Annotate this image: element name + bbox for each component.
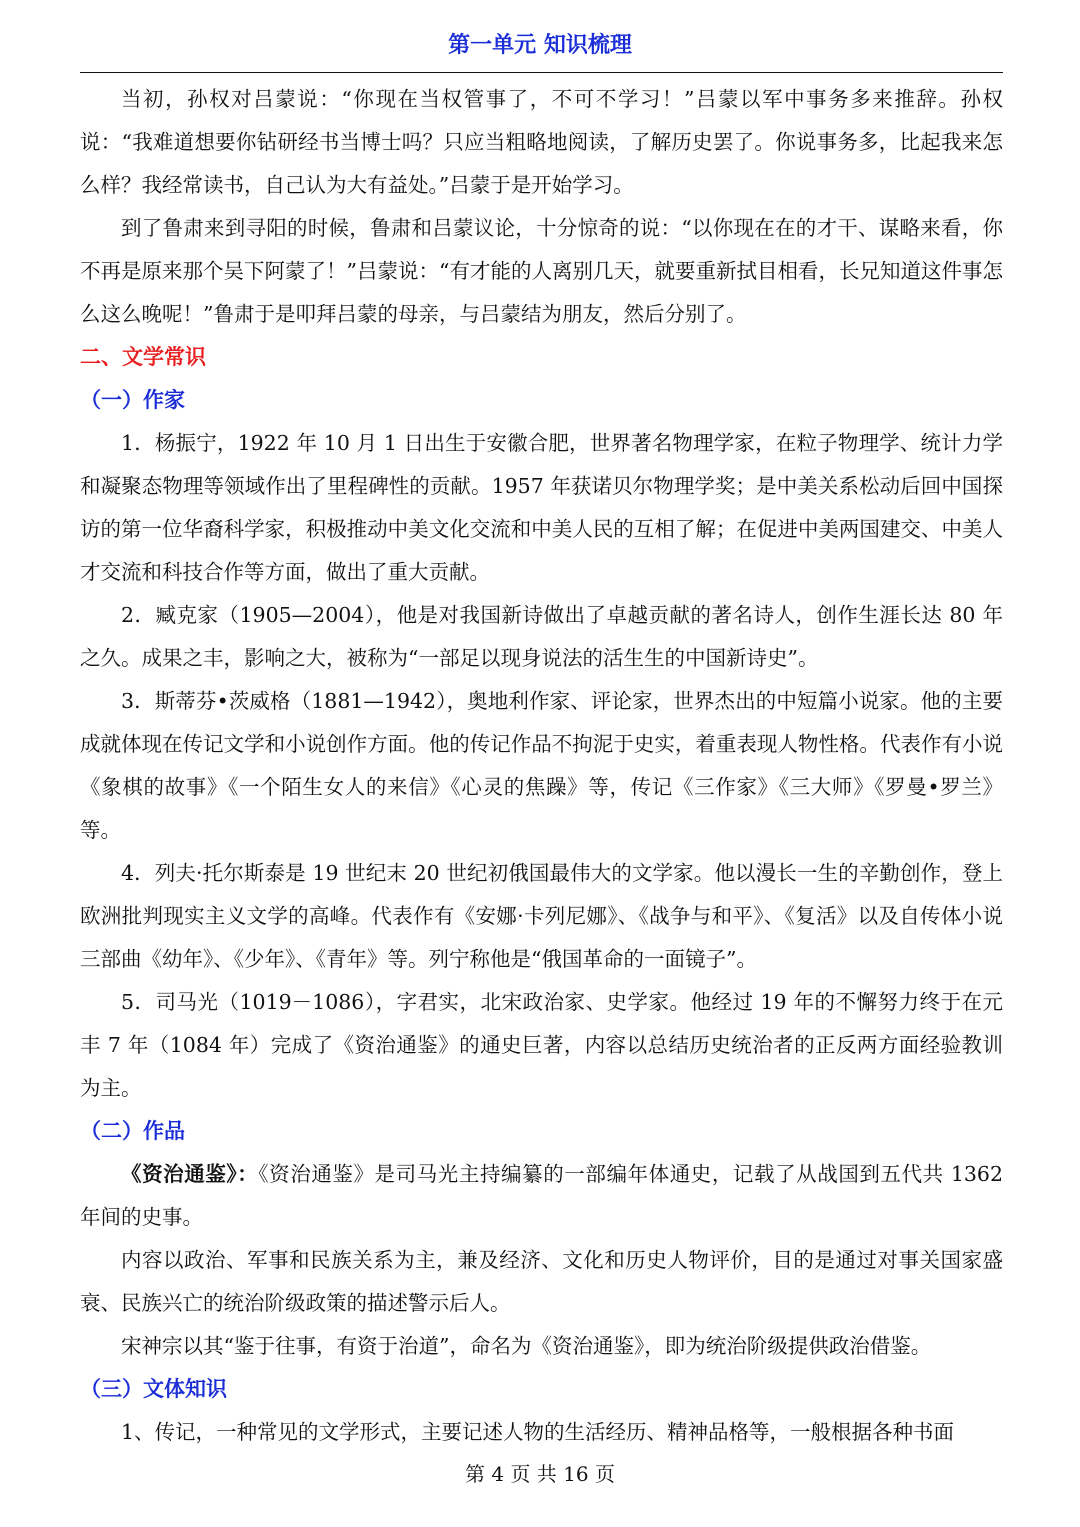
subheading-works: （二）作品 — [80, 1119, 185, 1143]
author-item: 2．臧克家（1905—2004），他是对我国新诗做出了卓越贡献的著名诗人，创作生涯长达 80 年之久。成果之丰，影响之大，被称为“一部足以现身说法的活生生的中国新诗史”。 — [80, 603, 1003, 670]
works-term: 《资治通鉴》： — [121, 1162, 259, 1186]
works-paragraph-2: 内容以政治、军事和民族关系为主，兼及经济、文化和历史人物评价，目的是通过对事关国家盛衰、民族兴亡的统治阶级政策的描述警示后人。 — [80, 1248, 1003, 1315]
author-item: 4．列夫·托尔斯泰是 19 世纪末 20 世纪初俄国最伟大的文学家。他以漫长一生的辛勤创作，登上欧洲批判现实主义文学的高峰。代表作有《安娜·卡列尼娜》、《战争与和平》、《复活》以及自传体小说三部曲《幼年》、《少年》、《青年》等。列宁称他是“俄国革命的一面镜子”。 — [80, 861, 1003, 971]
author-item: 1．杨振宁，1922 年 10 月 1 日出生于安徽合肥，世界著名物理学家，在粒子物理学、统计力学和凝聚态物理等领域作出了里程碑性的贡献。1957 年获诺贝尔物理学奖；是中美关系松动后回中国探访的第一位华裔科学家，积极推动中美文化交流和中美人民的互相了解；在促进中美两国建交、中美人才交流和科技合作等方面，做出了重大贡献。 — [80, 431, 1003, 584]
intro-paragraph-2: 到了鲁肃来到寻阳的时候，鲁肃和吕蒙议论，十分惊奇的说：“以你现在在的才干、谋略来看，你不再是原来那个吴下阿蒙了！”吕蒙说：“有才能的人离别几天，就要重新拭目相看，长兄知道这件事怎么这么晚呢！”鲁肃于是叩拜吕蒙的母亲，与吕蒙结为朋友，然后分别了。 — [80, 216, 1003, 326]
author-item: 3．斯蒂芬•茨威格（1881—1942），奥地利作家、评论家，世界杰出的中短篇小说家。他的主要成就体现在传记文学和小说创作方面。他的传记作品不拘泥于史实，着重表现人物性格。代表作有小说《象棋的故事》《一个陌生女人的来信》《心灵的焦躁》等，传记《三作家》《三大师》《罗曼•罗兰》等。 — [80, 689, 1003, 842]
works-paragraph-1 — [80, 1153, 1003, 1239]
works-definition: 《资治通鉴》是司马光主持编纂的一部编年体通史，记载了从战国到五代共 1362 年间的史事。 — [80, 1162, 1004, 1229]
page-number-footer: 第 4 页 共 16 页 — [465, 1462, 615, 1486]
author-item: 5．司马光（1019－1086），字君实，北宋政治家、史学家。他经过 19 年的不懈努力终于在元丰 7 年（1084 年）完成了《资治通鉴》的通史巨著，内容以总结历史统治者的正反两方面经验教训为主。 — [80, 990, 1003, 1100]
intro-paragraph-1: 当初，孙权对吕蒙说：“你现在当权管事了，不可不学习！”吕蒙以军中事务多来推辞。孙权说：“我难道想要你钻研经书当博士吗？只应当粗略地阅读，了解历史罢了。你说事务多，比起我来怎么样？我经常读书，自己认为大有益处。”吕蒙于是开始学习。 — [80, 87, 1003, 197]
document-body — [80, 78, 1003, 1454]
works-paragraph-3: 宋神宗以其“鉴于往事，有资于治道”，命名为《资治通鉴》，即为统治阶级提供政治借鉴。 — [121, 1334, 932, 1358]
page-header-title: 第一单元 知识梳理 — [448, 33, 632, 58]
header-divider — [80, 72, 1003, 73]
subheading-authors: （一）作家 — [80, 388, 185, 412]
section-heading-literature: 二、文学常识 — [80, 345, 206, 369]
genre-paragraph-1: 1、传记，一种常见的文学形式，主要记述人物的生活经历、精神品格等，一般根据各种书面 — [121, 1420, 955, 1444]
subheading-genre: （三）文体知识 — [80, 1377, 227, 1401]
